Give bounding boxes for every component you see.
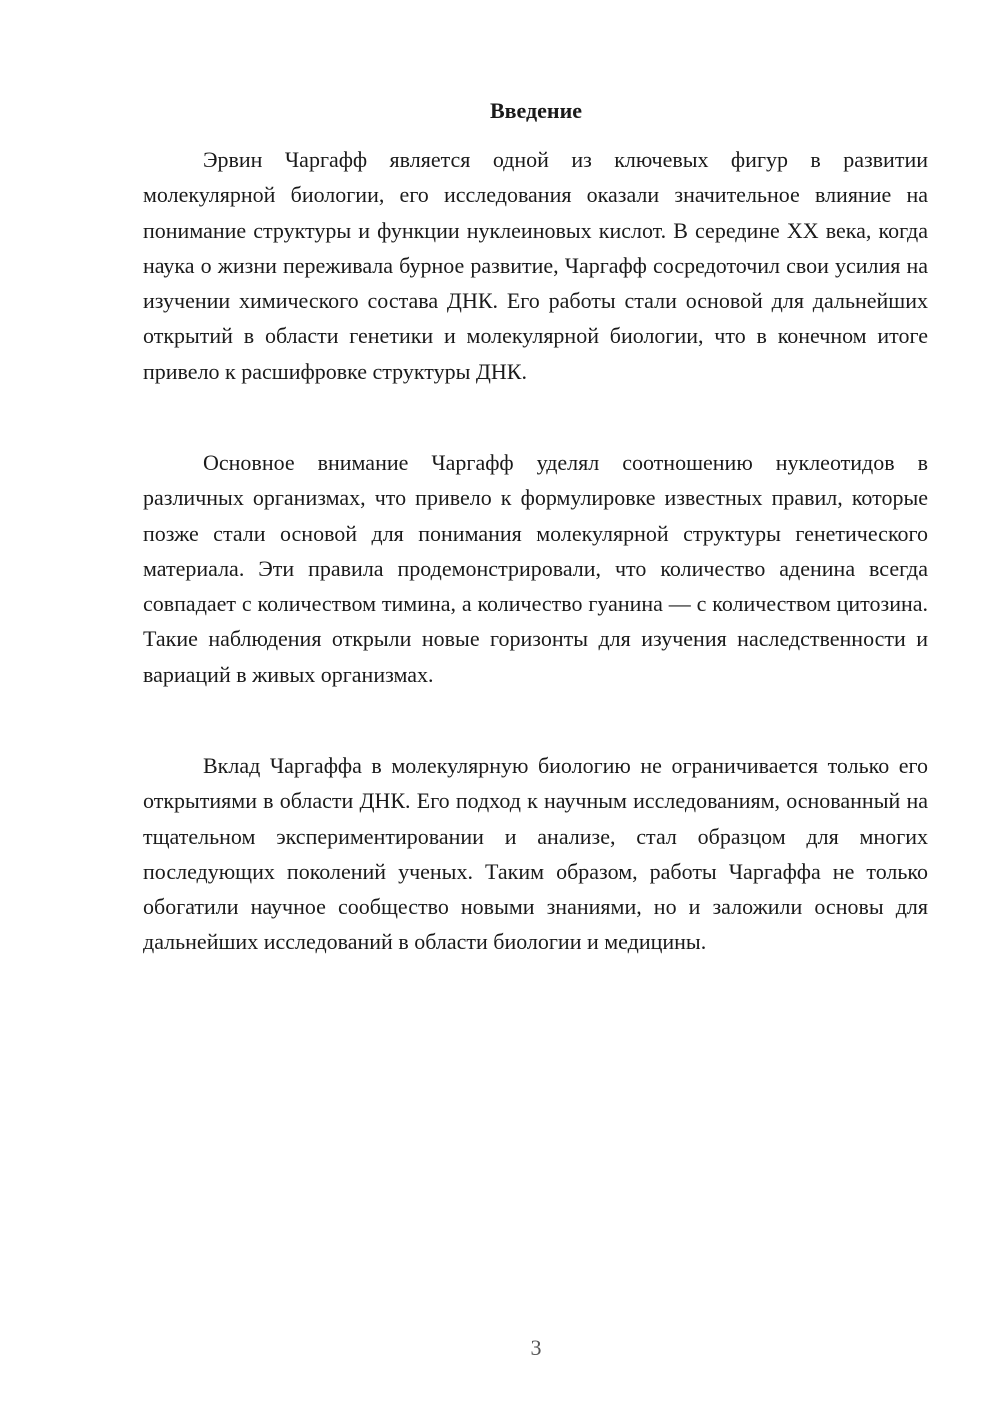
page-number: 3 xyxy=(530,1335,542,1360)
paragraph-3: Вклад Чаргаффа в молекулярную биологию не ограничивается только его открытиями в области ДНК. Его подход к научным исследованиям, основанный на тщательном экспериментировании и анализе, стал образцом для многих последующих поколений ученых. Таким образом, работы Чаргаффа не только обогатили научное сообщество новыми знаниями, но и заложили основы для дальнейших исследований в области биологии и медицины. xyxy=(143,753,928,955)
paragraph-1: Эрвин Чаргафф является одной из ключевых фигур в развитии молекулярной биологии, его исследования оказали значительное влияние на понимание структуры и функции нуклеиновых кислот. В середине XX века, когда наука о жизни переживала бурное развитие, Чаргафф сосредоточил свои усилия на изучении химического состава ДНК. Его работы стали основой для дальнейших открытий в области генетики и молекулярной биологии, что в конечном итоге привело к расшифровке структуры ДНК. xyxy=(143,147,928,384)
paragraph-2: Основное внимание Чаргафф уделял соотношению нуклеотидов в различных организмах, что привело к формулировке известных правил, которые позже стали основой для понимания молекулярной структуры генетического материала. Эти правила продемонстрировали, что количество аденина всегда совпадает с количеством тимина, а количество гуанина — с количеством цитозина. Такие наблюдения открыли новые горизонты для изучения наследственности и вариаций в живых организмах. xyxy=(143,450,928,687)
section-heading: Введение xyxy=(489,98,583,123)
